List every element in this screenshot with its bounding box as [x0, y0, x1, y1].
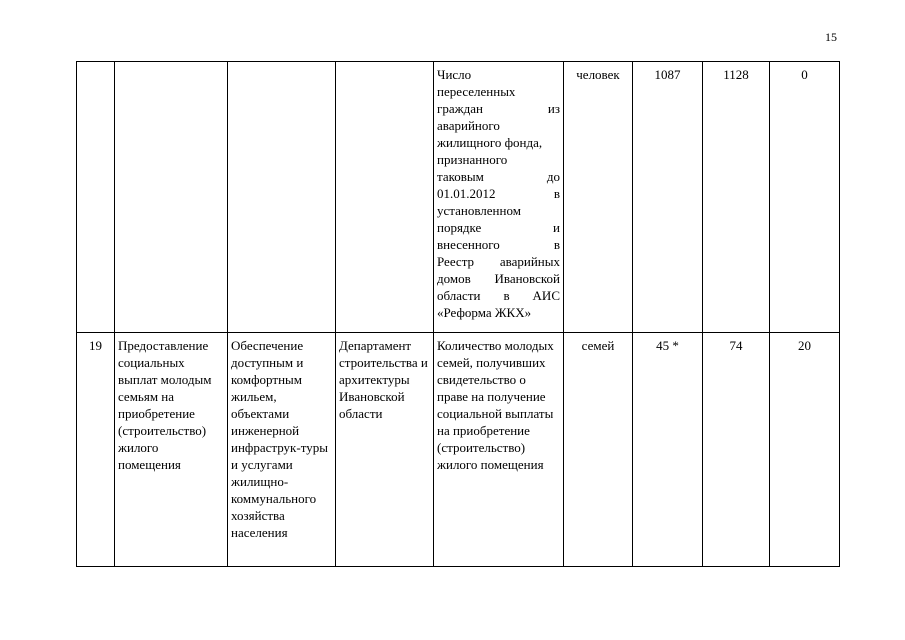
value-2: 1128 [703, 62, 770, 333]
indicator-name: Количество молодых семей, получивших свидетельство о праве на получение социальной выплаты на приобретение (строительство) жилого помещения [434, 333, 564, 567]
indicator-line [437, 134, 560, 151]
indicator-word: «Реформа ЖКХ» [437, 305, 532, 320]
table-row [77, 333, 840, 567]
indicator-word: 01.01.2012 [437, 186, 496, 201]
unit: человек [564, 62, 633, 333]
indicator-word: Число [437, 67, 472, 82]
measure-name: Предоставление социальных выплат молодым семьям на приобретение (строительство) жилого помещения [115, 333, 228, 567]
indicator-line [437, 66, 560, 83]
indicator-word: установленном [437, 203, 521, 218]
indicator-line [437, 287, 560, 304]
indicator-word: аварийного [437, 118, 500, 133]
indicator-word: граждан [437, 101, 483, 116]
goal [228, 62, 336, 333]
indicator-word: в [553, 237, 560, 252]
indicator-word: в [553, 186, 560, 201]
row-number: 19 [77, 333, 115, 567]
goal: Обеспечение доступным и комфортным жильем, объектами инженерной инфраструк-туры и услугами жилищно-коммунального хозяйства населения [228, 333, 336, 567]
indicator-word: аварийных [499, 254, 560, 269]
indicator-line [437, 151, 560, 168]
indicator-word: порядке [437, 220, 482, 235]
indicator-word: до [546, 169, 560, 184]
row-number [77, 62, 115, 333]
value-3: 0 [770, 62, 840, 333]
indicator-word: переселенных [437, 84, 516, 99]
indicator-line [437, 185, 560, 202]
value-3: 20 [770, 333, 840, 567]
indicator-word: и [553, 220, 560, 235]
indicator-line [437, 168, 560, 185]
indicator-line [437, 83, 560, 100]
indicator-word: жилищного фонда, [437, 135, 543, 150]
value-1: 45 * [633, 333, 703, 567]
indicator-word: Реестр [437, 254, 475, 269]
indicators-table [76, 61, 840, 567]
indicator-line [437, 236, 560, 253]
indicator-line [437, 270, 560, 287]
indicator-word: области [437, 288, 481, 303]
indicator-word: домов [437, 271, 471, 286]
value-2: 74 [703, 333, 770, 567]
indicator-word: внесенного [437, 237, 500, 252]
unit: семей [564, 333, 633, 567]
indicator-line [437, 219, 560, 236]
indicator-name [434, 62, 564, 333]
indicator-word: из [547, 101, 560, 116]
executor [336, 62, 434, 333]
indicator-word: таковым [437, 169, 484, 184]
indicator-line [437, 100, 560, 117]
indicator-line [437, 304, 560, 321]
indicator-word: в [503, 288, 510, 303]
indicator-word: признанного [437, 152, 508, 167]
indicator-line [437, 117, 560, 134]
page-number: 15 [825, 30, 837, 44]
indicator-line [437, 253, 560, 270]
value-1: 1087 [633, 62, 703, 333]
executor: Департамент строительства и архитектуры Ивановской области [336, 333, 434, 567]
measure-name [115, 62, 228, 333]
indicator-word: АИС [532, 288, 560, 303]
indicator-word: Ивановской [494, 271, 560, 286]
indicator-line [437, 202, 560, 219]
table-row [77, 62, 840, 333]
